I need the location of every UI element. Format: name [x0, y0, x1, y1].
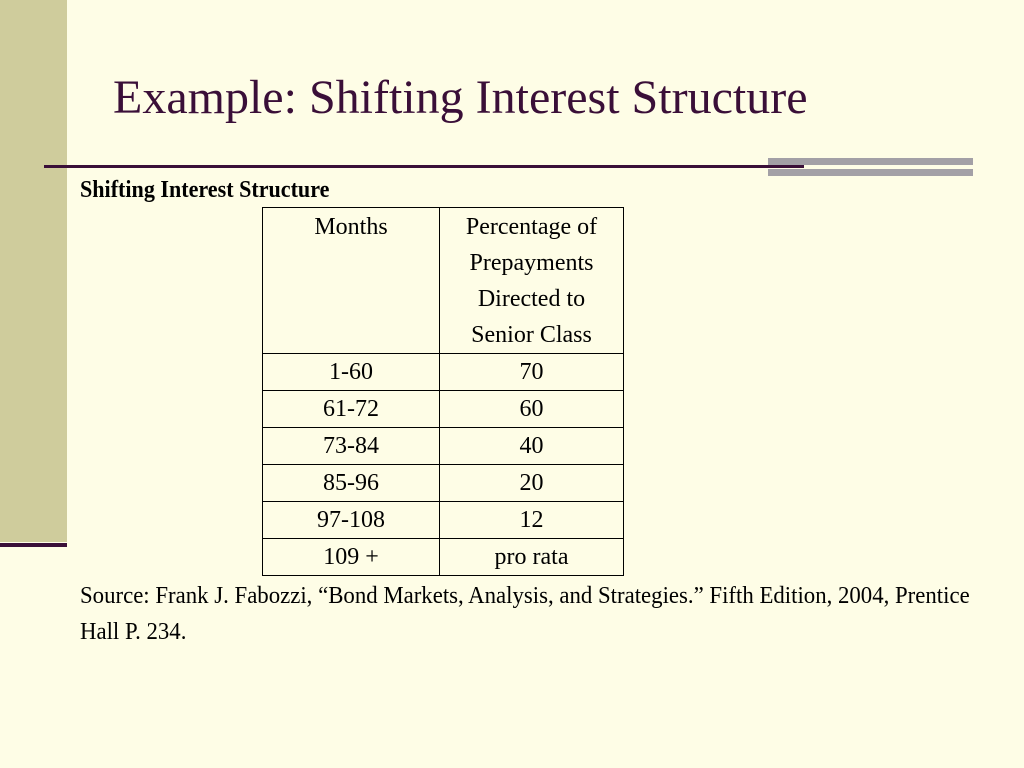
- percentage-cell: 12: [440, 502, 624, 539]
- table-row: [263, 354, 624, 391]
- months-cell: 97-108: [263, 502, 440, 539]
- table-row: [263, 428, 624, 465]
- left-bar-accent-line: [0, 543, 67, 547]
- months-cell: 73-84: [263, 428, 440, 465]
- table-row: [263, 391, 624, 428]
- accent-bar-top: [768, 158, 973, 165]
- accent-bars: [768, 158, 973, 180]
- slide-title: Example: Shifting Interest Structure: [113, 71, 808, 124]
- source-citation: Source: Frank J. Fabozzi, “Bond Markets, Analysis, and Strategies.” Fifth Edition, 2004, Prentice Hall P. 234.: [80, 583, 970, 645]
- percentage-cell: 40: [440, 428, 624, 465]
- months-cell: 1-60: [263, 354, 440, 391]
- header-percentage: Percentage of Prepayments Directed to Senior Class: [440, 208, 624, 354]
- months-cell: 109 +: [263, 539, 440, 576]
- table-header-row: [263, 208, 624, 354]
- table-row: [263, 502, 624, 539]
- months-cell: 61-72: [263, 391, 440, 428]
- percentage-cell: pro rata: [440, 539, 624, 576]
- title-divider: [44, 165, 804, 168]
- table-row: [263, 465, 624, 502]
- percentage-cell: 70: [440, 354, 624, 391]
- table-row: [263, 539, 624, 576]
- shifting-interest-table: [262, 207, 624, 576]
- percentage-cell: 20: [440, 465, 624, 502]
- header-months: Months: [263, 208, 440, 354]
- percentage-cell: 60: [440, 391, 624, 428]
- left-decorative-bar: [0, 0, 67, 542]
- accent-bar-bottom: [768, 169, 973, 176]
- months-cell: 85-96: [263, 465, 440, 502]
- table-caption: Shifting Interest Structure: [80, 177, 330, 203]
